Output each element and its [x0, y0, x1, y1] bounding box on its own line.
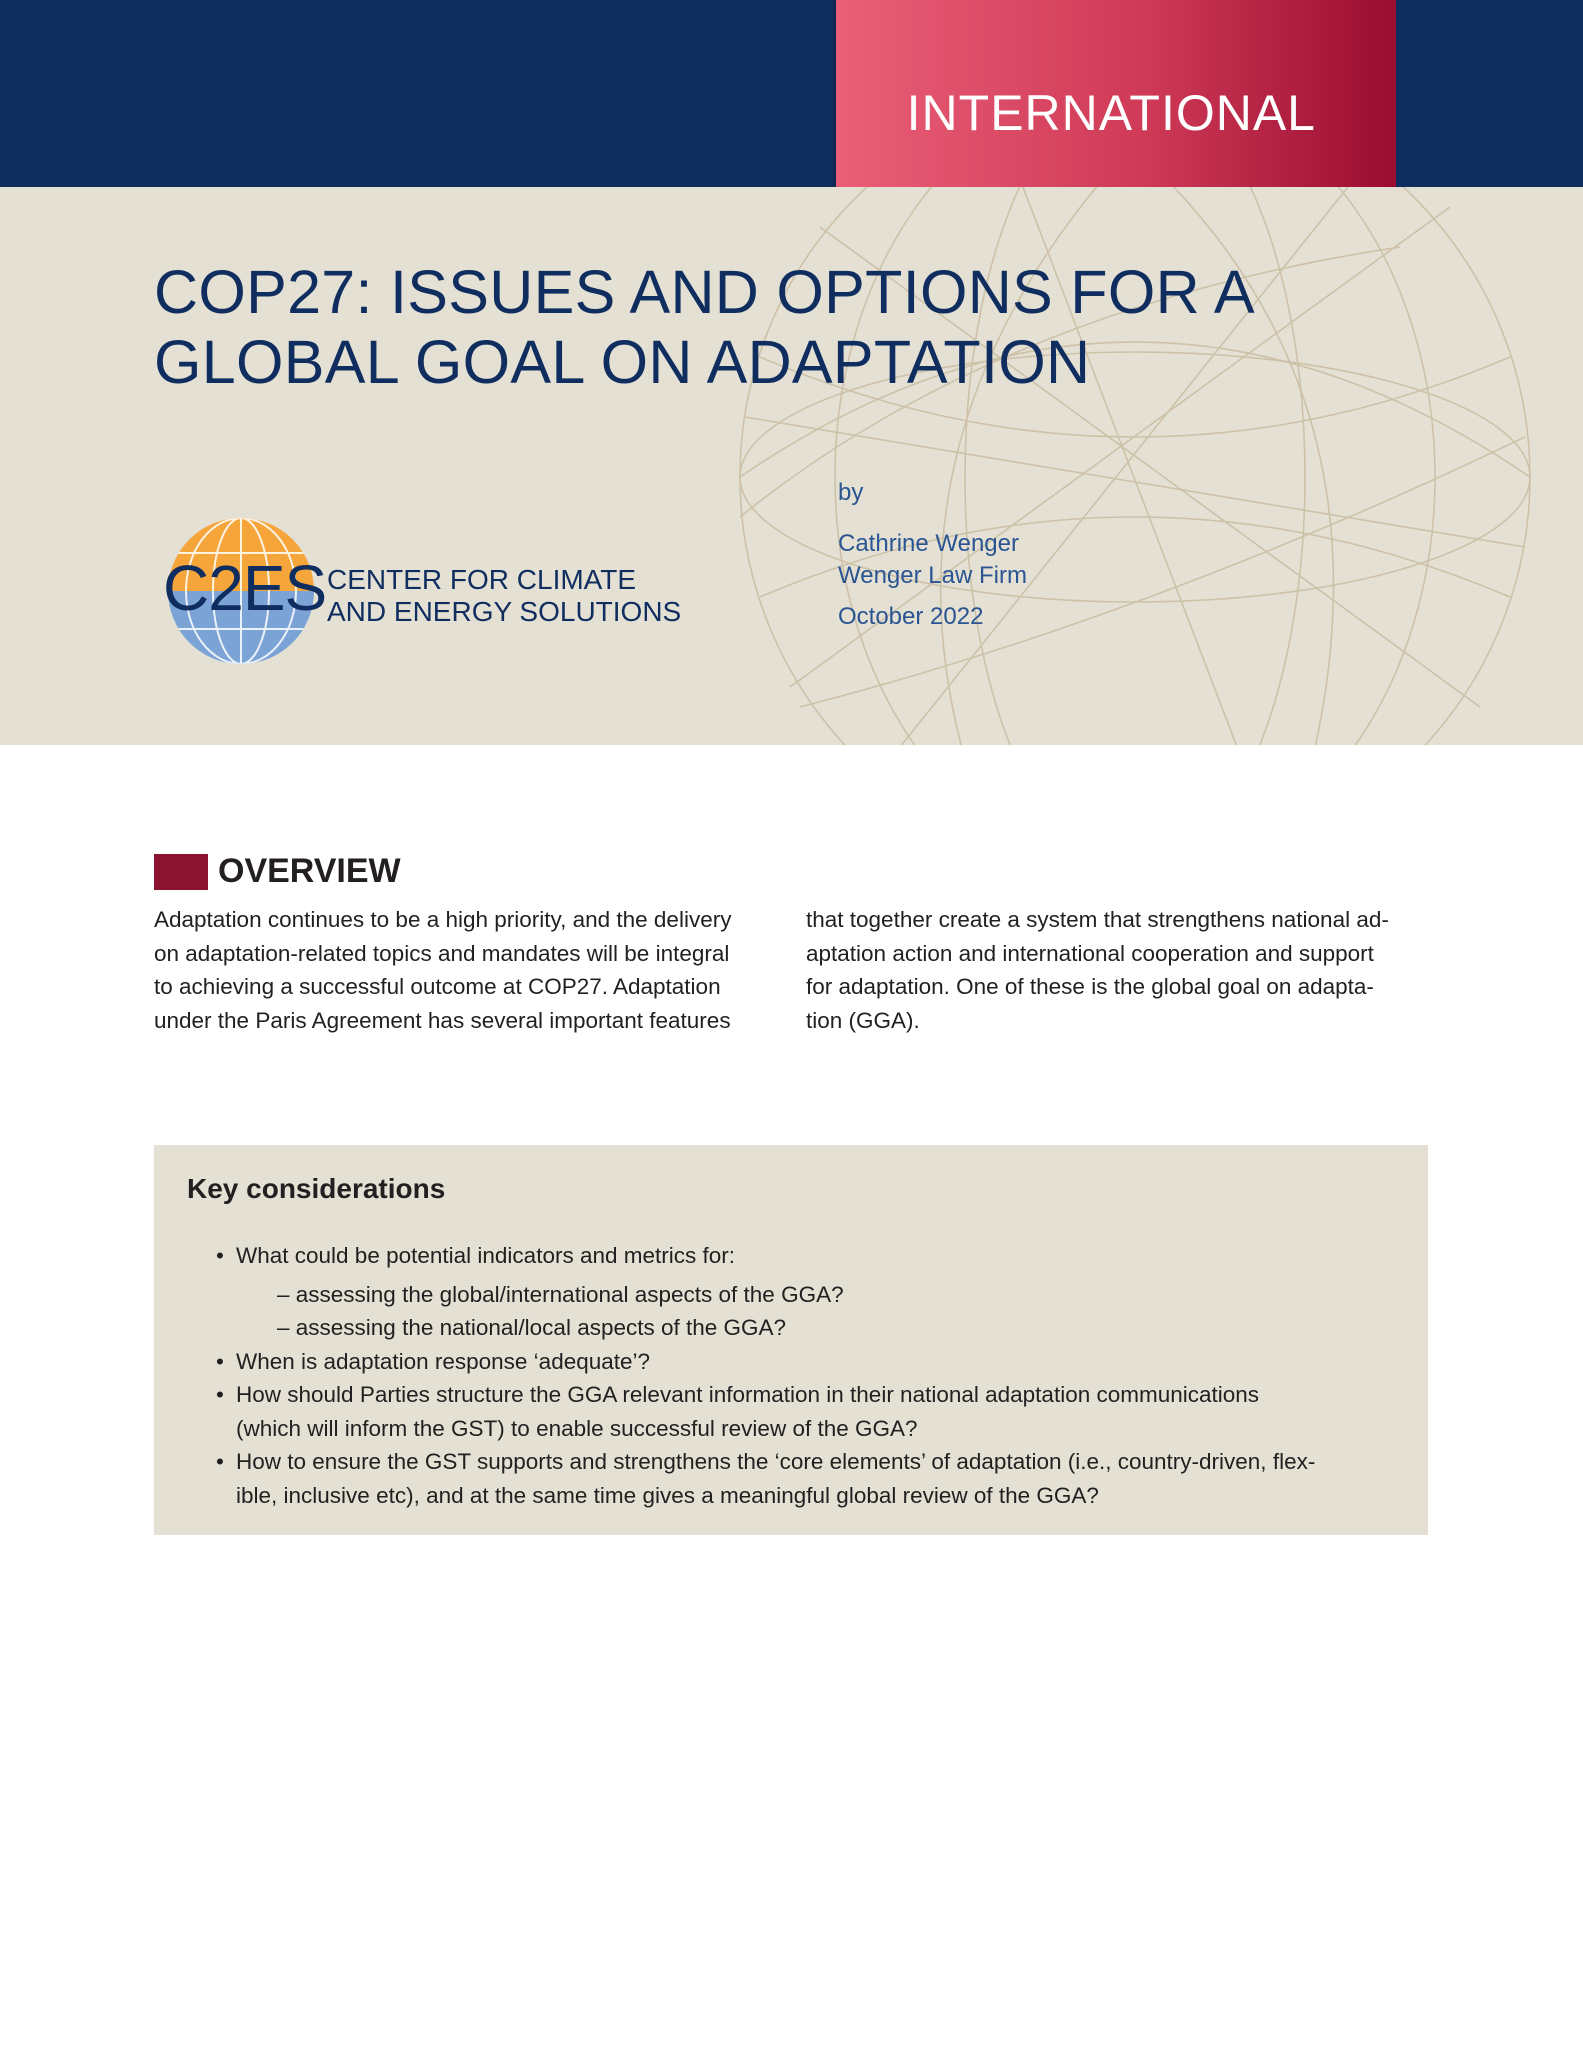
sub-list-item: – assessing the global/international aspects of the GGA? [277, 1281, 844, 1307]
list-item: • When is adaptation response ‘adequate’? [216, 1345, 1396, 1379]
list-item-continuation: ible, inclusive etc), and at the same time gives a meaningful global review of the GGA? [236, 1482, 1099, 1508]
category-tab [836, 0, 1396, 187]
text-line: that together create a system that strengthens national ad- [806, 907, 1389, 932]
overview-column-left [154, 903, 779, 1037]
text-line: tion (GGA). [806, 1007, 920, 1033]
list-item: • How to ensure the GST supports and strengthens the ‘core elements’ of adaptation (i.e., country-driven, flex- [216, 1445, 1396, 1479]
key-considerations-list [216, 1239, 1396, 1512]
byline-author: Cathrine Wenger [838, 530, 1019, 557]
text-line: Adaptation continues to be a high priority, and the delivery [154, 907, 732, 932]
byline-date: October 2022 [838, 603, 984, 630]
logo-mark: C2ES [163, 552, 327, 624]
logo-name [327, 564, 681, 628]
text-line: to achieving a successful outcome at COP27. Adaptation [154, 974, 721, 999]
overview-column-right [806, 903, 1431, 1037]
text-line: on adaptation-related topics and mandates will be integral [154, 940, 730, 966]
hero-panel [0, 187, 1583, 745]
title-line: GLOBAL GOAL ON ADAPTATION [154, 328, 1091, 396]
section-marker [154, 854, 208, 890]
key-considerations-heading: Key considerations [187, 1173, 446, 1204]
byline-by: by [838, 479, 864, 506]
page-title [154, 257, 1255, 397]
logo-name-line: AND ENERGY SOLUTIONS [327, 596, 682, 627]
logo-name-line: CENTER FOR CLIMATE [327, 564, 637, 595]
sub-list-item: – assessing the national/local aspects of the GGA? [277, 1315, 787, 1340]
title-line: COP27: ISSUES AND OPTIONS FOR A [154, 258, 1255, 326]
byline [838, 477, 1027, 633]
c2es-logo [165, 516, 695, 666]
list-item-continuation: (which will inform the GST) to enable successful review of the GGA? [236, 1415, 918, 1441]
byline-organization: Wenger Law Firm [838, 562, 1027, 589]
list-item: • What could be potential indicators and metrics for: [216, 1239, 1396, 1273]
category-label: INTERNATIONAL [906, 85, 1316, 141]
text-line: aptation action and international cooperation and support [806, 940, 1374, 966]
overview-heading: OVERVIEW [218, 852, 401, 890]
text-line: for adaptation. One of these is the global goal on adapta- [806, 974, 1374, 999]
text-line: under the Paris Agreement has several important features [154, 1007, 731, 1033]
key-considerations-box [154, 1145, 1428, 1535]
list-item: • How should Parties structure the GGA relevant information in their national adaptation communications [216, 1378, 1396, 1412]
